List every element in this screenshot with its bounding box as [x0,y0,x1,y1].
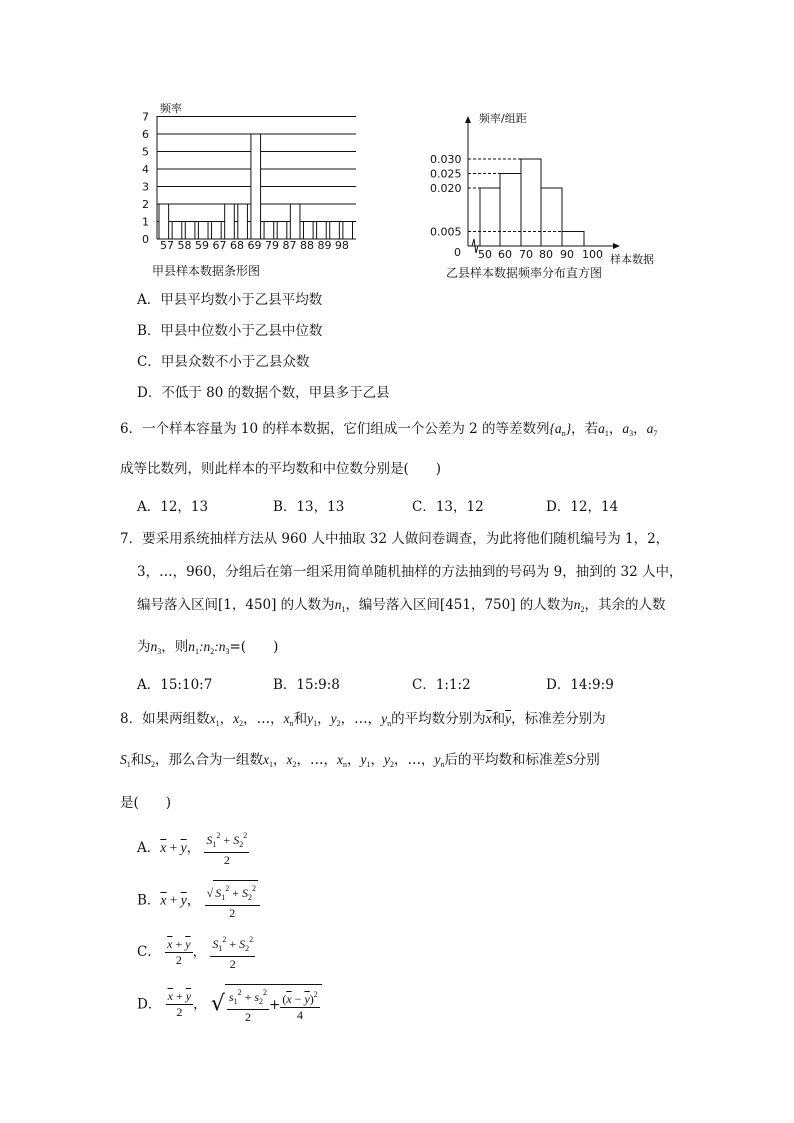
chart1-y-tick: 3 [142,180,149,194]
chart1-bar [277,222,287,240]
q7-option-b: B．15:9:8 [273,677,340,693]
chart2-x-tick: 50 [478,248,492,261]
q7-line-1: 7．要采用系统抽样方法从 960 人中抽取 32 人做问卷调查，为此将他们随机编号为 1，2， [120,531,670,547]
chart2-bar [541,188,562,246]
q7-line-2: 3，…，960，分组后在第一组采用简单随机抽样的方法抽到的号码为 9，抽到的 32 人中， [137,564,683,580]
chart2-y-ticks [430,153,462,239]
chart2-bar [521,159,541,246]
chart1-y-tick: 7 [142,110,149,124]
chart1-bar [198,222,208,240]
chart1-bar [303,222,313,240]
chart2-x-ticks [478,248,603,261]
chart1-y-tick: 5 [142,145,149,159]
chart2-bars [480,159,584,246]
q7-option-c: C．1:1:2 [412,677,471,693]
chart1-y-tick: 4 [142,163,149,176]
q6-seq: $\{a_n\}$ [549,421,572,438]
q7-option-a: A．15:10:7 [137,677,213,693]
chart1-bar [330,222,340,240]
chart1-bar [172,222,182,240]
chart1-bar [264,222,274,240]
chart2-x-tick: 80 [539,248,553,261]
county-b-histogram [420,106,670,284]
q6-option-d: D．12，14 [546,499,619,515]
chart1-y-tick: 6 [142,128,149,141]
chart2-y-tick: 0.030 [430,153,462,166]
q6-line-1: 6．一个样本容量为 10 的样本数据，它们组成一个公差为 2 的等差数列$\{a_n\}$，若$a_1$，$a_3$，$a_7$ [120,421,658,438]
q8-option-d: D． $\frac{\overline{x} + \overline{y}}{2}$ ， √ $\frac{s_1^2 + s_2^2}{2}$ + $\frac{(\overline{x} - \overline{y})^2}{4}$ [137,984,322,1025]
chart1-bar [290,204,300,239]
chart2-x-tick: 90 [560,248,574,261]
chart2-title: 乙县样本数据频率分布直方图 [446,266,603,280]
q6-option-a: A．12，13 [137,499,209,515]
chart2-y-tick: 0.020 [430,182,462,195]
q5-option-c: C．甲县众数不小于乙县众数 [137,354,310,370]
q6-line-2: 成等比数列，则此样本的平均数和中位数分别是( ) [120,461,442,477]
q7-n3: $n_3$ [150,639,162,656]
chart1-x-labels: 57 58 59 67 68 69 79 87 88 89 98 [160,239,349,252]
chart1-ylabel: 频率 [160,102,182,115]
county-a-bar-chart [130,96,380,282]
q6-a1: $a_1$ [598,421,609,438]
q6-option-c: C．13，12 [412,499,484,515]
chart1-bar [212,222,222,240]
chart2-bar [500,174,521,247]
chart2-xlabel: 样本数据 [610,253,654,266]
q7-line-3: 编号落入区间[1，450] 的人数为$n_1$，编号落入区间[451，750] 的人数为$n_2$，其余的人数 [137,597,666,614]
chart1-title: 甲县样本数据条形图 [152,264,261,278]
chart2-x-tick: 60 [498,248,512,261]
chart2-x-tick: 100 [582,248,603,261]
q7-n2: $n_2$ [573,597,585,614]
chart1-bar [185,222,195,240]
chart2-origin-label: 0 [454,246,461,259]
chart2-y-tick: 0.005 [430,225,462,239]
chart1-bar [238,204,248,239]
chart1-bar [225,204,235,239]
chart2-ylabel: 频率/组距 [479,112,527,125]
chart1-y-tick: 0 [142,233,149,246]
q8-line-3: 是( ) [120,795,172,811]
chart2-y-tick: 0.025 [430,167,462,181]
q8-option-b: B．$\overline{x} + \overline{y}$， $\frac{√ S_1^2 + S_2^2}{2}$ [137,880,260,921]
chart1-bar [343,222,353,240]
q6-a3: $a_3$ [622,421,634,438]
chart1-y-tick: 2 [142,198,149,211]
q8-option-a: A．$\overline{x} + \overline{y}$， $\frac{S_1^2 + S_2^2}{2}$ [137,828,249,868]
q6-text-mid: ，若 [571,421,599,437]
q6-option-b: B．13，13 [273,499,345,515]
chart1-y-tick: 1 [142,215,149,229]
chart2-bar [480,188,500,246]
q5-option-d: D．不低于 80 的数据个数，甲县多于乙县 [137,385,390,401]
chart1-y-ticks [142,111,149,247]
q7-line-4: 为$n_3$，则$n_1:n_2:n_3=$( ) [137,639,279,656]
q8-option-c: C． $\frac{\overline{x} + \overline{y}}{2}$ ， $\frac{S_1^2 + S_2^2}{2}$ [137,932,255,972]
q7-ratio: $n_1:n_2:n_3$ [188,639,230,656]
chart2-bar [562,232,584,247]
q6-text: 6．一个样本容量为 10 的样本数据，它们组成一个公差为 2 的等差数列 [120,421,550,437]
q7-n1: $n_1$ [334,597,346,614]
chart1-bar [317,222,327,240]
q8-line-2: $S_1$和$S_2$，那么合为一组数$x_1$，$x_2$，…，$x_n$，$y_1$，$y_2$，…，$y_n$后的平均数和标准差S分别 [120,752,600,769]
chart1-bar [159,204,169,239]
q5-option-b: B．甲县中位数小于乙县中位数 [137,323,323,339]
q8-line-1: 8．如果两组数$x_1$，$x_2$，…，$x_n$和$y_1$，$y_2$，…，$y_n$的平均数分别为$\overline{x}$和$\overline{y}$，标准差分别为 [120,711,606,728]
chart2-x-tick: 70 [519,248,533,261]
q5-option-a: A．甲县平均数小于乙县平均数 [137,292,323,308]
q6-a7: $a_7$ [646,421,658,438]
chart2-x-arrow [613,243,620,249]
chart1-bar [251,134,261,239]
chart2-y-arrow [465,116,471,123]
q7-option-d: D．14:9:9 [546,677,614,693]
